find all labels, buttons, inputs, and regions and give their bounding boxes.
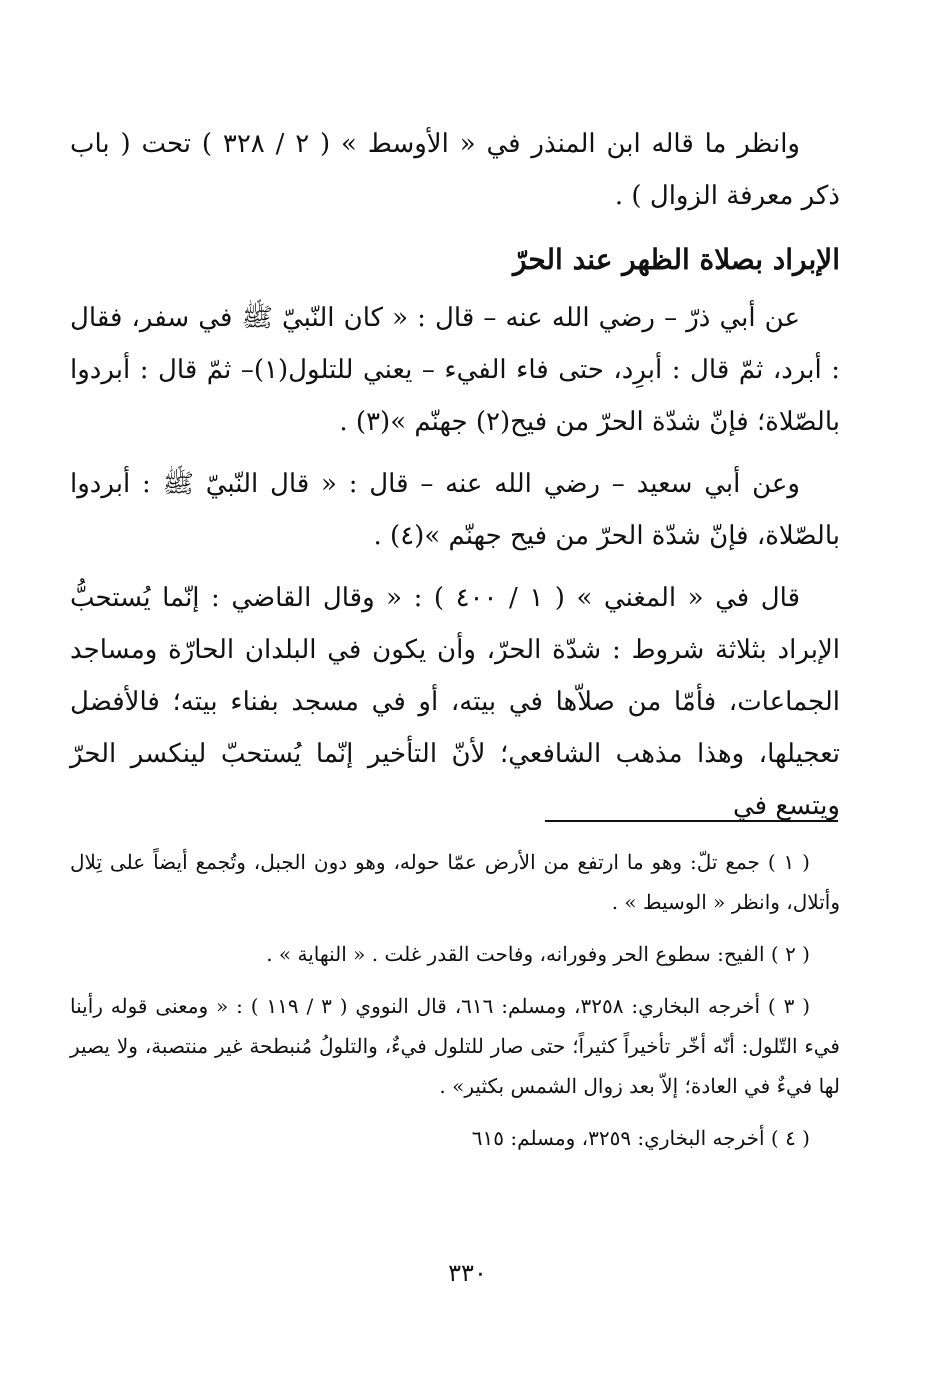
paragraph-reference: وانظر ما قاله ابن المنذر في « الأوسط » ( ٢ / ٣٢٨ ) تحت ( باب ذكر معرفة الزوال ) . <box>70 129 840 211</box>
paragraph-abu-dharr-hadith: عن أبي ذرّ – رضي الله عنه – قال : « كان النّبيّ ﷺ في سفر، فقال : أبرد، ثمّ قال : أبرِد، حتى فاء الفيء – يعني للتلول(١)– ثمّ قال : أبردوا بالصّلاة؛ فإنّ شدّة الحرّ من فيح(٢) جهنّم »(٣) . <box>70 303 840 437</box>
paragraph-abu-said-hadith: وعن أبي سعيد – رضي الله عنه – قال : « قال النّبيّ ﷺ : أبردوا بالصّلاة، فإنّ شدّة الحرّ من فيح جهنّم »(٤) . <box>70 469 840 551</box>
footnote-4: ( ٤ ) أخرجه البخاري: ٣٢٥٩، ومسلم: ٦١٥ <box>471 1126 810 1150</box>
footnote-1: ( ١ ) جمع تلّ: وهو ما ارتفع من الأرض عمّا حوله، وهو دون الجبل، وتُجمع أيضاً على تِلال وأتلال، وانظر « الوسيط » . <box>70 850 840 914</box>
footnotes <box>70 842 840 1170</box>
footnote-3: ( ٣ ) أخرجه البخاري: ٣٢٥٨، ومسلم: ٦١٦، قال النووي ( ٣ / ١١٩ ) : « ومعنى قوله رأينا فيء التّلول: أنّه أخّر تأخيراً كثيراً؛ حتى صار للتلول فيءٌ، والتلولُ مُنبطحة غير منتصبة، ولا يصير لها فيءٌ في العادة؛ إلاّ بعد زوال الشمس بكثير» . <box>70 994 840 1098</box>
section-heading: الإبراد بصلاة الظهر عند الحرّ <box>512 243 840 276</box>
main-text <box>70 118 840 832</box>
footnote-2: ( ٢ ) الفيح: سطوع الحر وفورانه، وفاحت القدر غلت . « النهاية » . <box>266 942 810 966</box>
page-number: ٣٣٠ <box>448 1259 487 1287</box>
footnote-divider <box>545 820 838 822</box>
paragraph-mughni-quote: قال في « المغني » ( ١ / ٤٠٠ ) : « وقال القاضي : إنّما يُستحبُّ الإبراد بثلاثة شروط : شدّة الحرّ، وأن يكون في البلدان الحارّة ومساجد الجماعات، فأمّا من صلاّها في بيته، أو في مسجد بفناء بيته؛ فالأفضل تعجيلها، وهذا مذهب الشافعي؛ لأنّ التأخير إنّما يُستحبّ لينكسر الحرّ ويتسع في <box>70 583 840 821</box>
